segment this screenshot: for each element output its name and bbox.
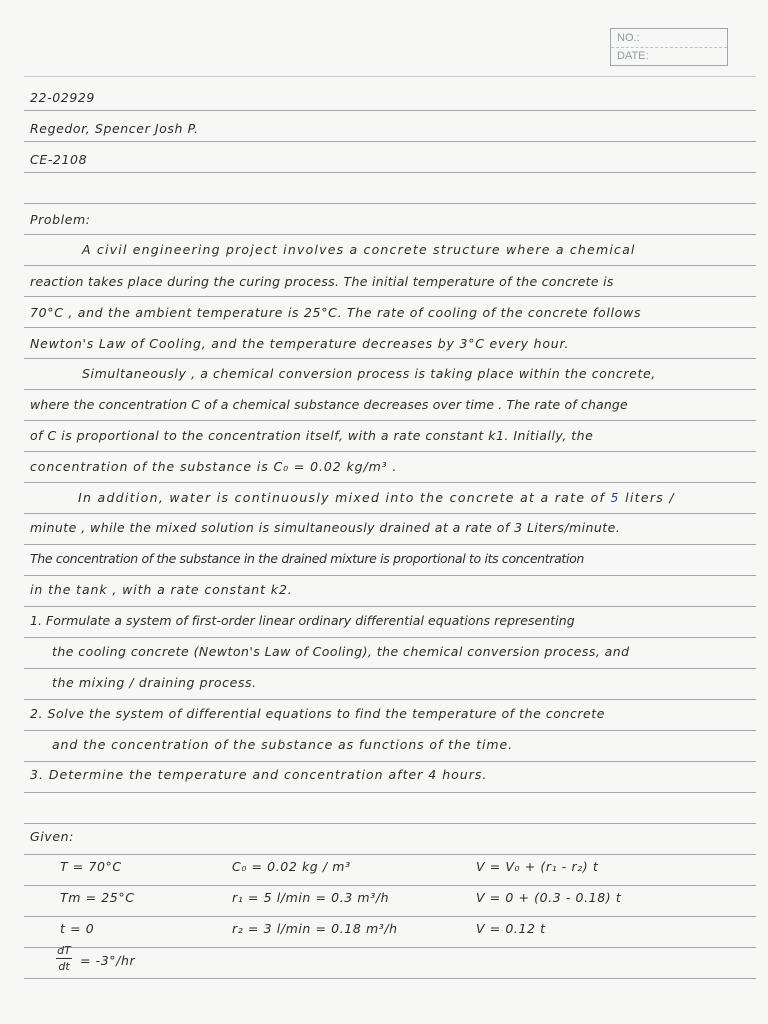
ruled-line	[24, 296, 756, 297]
ruled-line	[24, 389, 756, 390]
fraction-bar	[56, 958, 72, 959]
dTdt-fraction	[56, 944, 72, 973]
given-rate-in: r₁ = 5 l/min = 0.3 m³/h	[232, 890, 390, 905]
ruled-line	[24, 110, 756, 111]
given-ambient-temperature: Tm = 25°C	[60, 890, 135, 905]
problem-line: in the tank , with a rate constant k2.	[30, 582, 293, 597]
problem-line: where the concentration C of a chemical substance decreases over time . The rate of change	[30, 397, 628, 412]
ruled-line	[24, 172, 756, 173]
given-heading: Given:	[30, 829, 74, 844]
given-rate-out: r₂ = 3 l/min = 0.18 m³/h	[232, 921, 398, 936]
problem-line: of C is proportional to the concentration itself, with a rate constant k1. Initially, the	[30, 428, 594, 443]
student-name: Regedor, Spencer Josh P.	[30, 121, 199, 136]
ruled-line	[24, 637, 756, 638]
ruled-line	[24, 978, 756, 979]
problem-line: reaction takes place during the curing process. The initial temperature of the concrete is	[30, 274, 614, 289]
ruled-line	[24, 234, 756, 235]
task-line: 1. Formulate a system of first-order linear ordinary differential equations representing	[30, 613, 575, 628]
problem-line: concentration of the substance is C₀ = 0.02 kg/m³ .	[30, 459, 398, 474]
ruled-line	[24, 327, 756, 328]
ruled-line	[24, 885, 756, 886]
volume-result: V = 0.12 t	[476, 921, 546, 936]
ruled-line	[24, 916, 756, 917]
problem-line: Newton's Law of Cooling, and the temperature decreases by 3°C every hour.	[30, 336, 570, 351]
ruled-line	[24, 699, 756, 700]
problem-line: Simultaneously , a chemical conversion process is taking place within the concrete,	[82, 366, 656, 381]
task-line: the cooling concrete (Newton's Law of Cooling), the chemical conversion process, and	[52, 644, 630, 659]
given-time: t = 0	[60, 921, 95, 936]
date-label: DATE:	[617, 50, 649, 62]
ruled-line	[24, 854, 756, 855]
dTdt-value: = -3°/hr	[80, 953, 136, 968]
no-date-divider	[611, 47, 727, 48]
problem-heading: Problem:	[30, 212, 91, 227]
ruled-line	[24, 823, 756, 824]
ruled-line	[24, 420, 756, 421]
volume-substitution: V = 0 + (0.3 - 0.18) t	[476, 890, 622, 905]
problem-line: A civil engineering project involves a concrete structure where a chemical	[82, 242, 636, 257]
ruled-line	[24, 606, 756, 607]
task-line: 3. Determine the temperature and concentration after 4 hours.	[30, 767, 488, 782]
task-line: the mixing / draining process.	[52, 675, 257, 690]
rate-in-unit: liters /	[625, 490, 675, 505]
dTdt-numerator: dT	[57, 944, 71, 957]
student-id: 22-02929	[30, 90, 95, 105]
ruled-line	[24, 792, 756, 793]
ruled-line	[24, 358, 756, 359]
ruled-line	[24, 203, 756, 204]
ruled-line	[24, 513, 756, 514]
given-initial-concentration: C₀ = 0.02 kg / m³	[232, 859, 351, 874]
problem-line: 70°C , and the ambient temperature is 25°C. The rate of cooling of the concrete follows	[30, 305, 642, 320]
problem-line	[78, 490, 675, 505]
ruled-line	[24, 141, 756, 142]
ruled-line	[24, 668, 756, 669]
ruled-line	[24, 761, 756, 762]
ruled-line	[24, 265, 756, 266]
no-date-box	[610, 28, 728, 66]
problem-line: minute , while the mixed solution is simultaneously drained at a rate of 3 Liters/minute.	[30, 520, 621, 535]
task-line: and the concentration of the substance as functions of the time.	[52, 737, 513, 752]
rate-in-value: 5	[610, 490, 620, 505]
ruled-line	[24, 76, 756, 77]
ruled-line	[24, 947, 756, 948]
dTdt-denominator: dt	[58, 960, 70, 973]
ruled-line	[24, 730, 756, 731]
problem-line-text: In addition, water is continuously mixed into the concrete at a rate of	[78, 490, 606, 505]
ruled-line	[24, 482, 756, 483]
student-section: CE-2108	[30, 152, 88, 167]
problem-line: The concentration of the substance in the drained mixture is proportional to its concentration	[30, 551, 584, 566]
ruled-line	[24, 544, 756, 545]
no-label: NO.:	[617, 32, 640, 44]
ruled-line	[24, 575, 756, 576]
ruled-line	[24, 451, 756, 452]
given-temperature: T = 70°C	[60, 859, 122, 874]
volume-equation: V = V₀ + (r₁ - r₂) t	[476, 859, 599, 874]
task-line: 2. Solve the system of differential equations to find the temperature of the concrete	[30, 706, 605, 721]
